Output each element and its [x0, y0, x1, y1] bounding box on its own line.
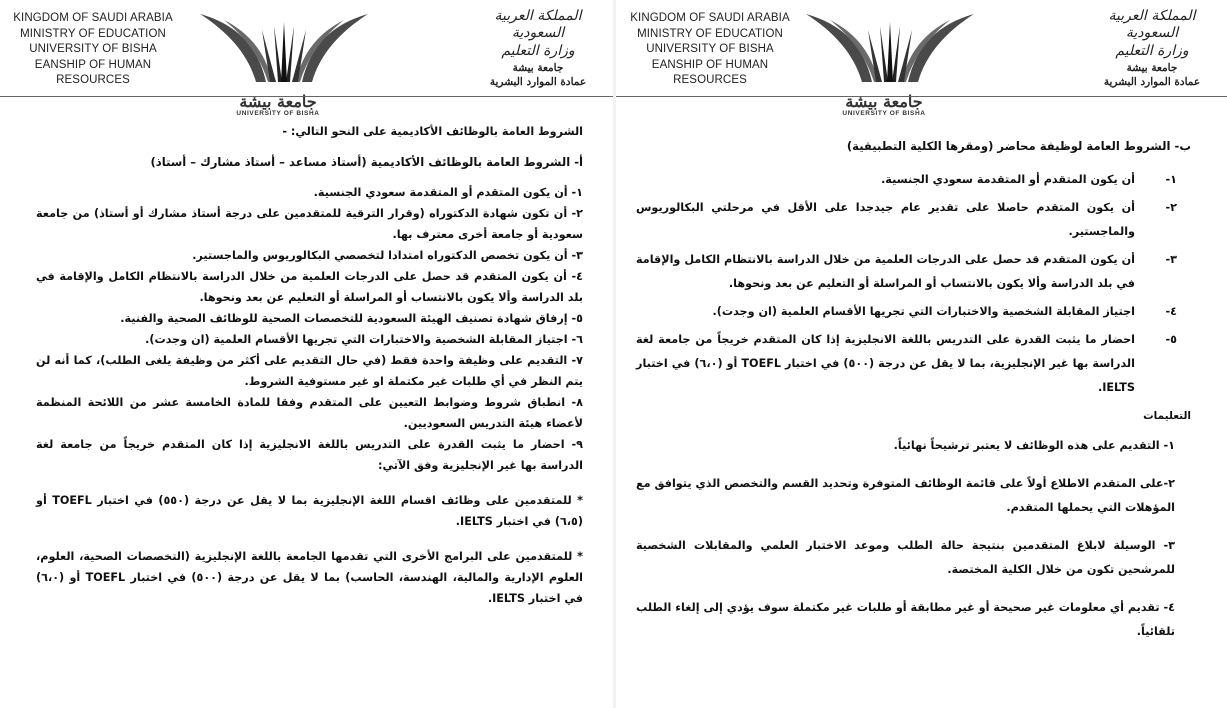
university-logo: [196, 6, 372, 117]
arabic-header-line: المملكة العربية السعودية: [494, 8, 582, 41]
university-logo: [802, 6, 978, 117]
condition-item: ٣- أن يكون تخصص الدكتوراه امتدادا لتخصصي البكالوريوس والماجستير.: [192, 249, 583, 262]
arabic-header-line: وزارة التعليم: [1115, 43, 1189, 59]
lead-paragraph: الشروط العامة بالوظائف الأكاديمية على النحو التالي: -: [282, 125, 583, 138]
left-page: [0, 0, 613, 708]
instruction-item: ٣- الوسيلة لابلاغ المتقدمين بنتيجة حالة الطلب وموعد الاختبار العلمي والمقابلات الشخصية للمرشحين تكون من خلال الكلية المختصة.: [636, 539, 1175, 576]
section-title: أ- الشروط العامة بالوظائف الأكاديمية (أستاذ مساعد – أستاذ مشارك – أستاذ): [150, 155, 583, 169]
list-item: [636, 196, 1191, 244]
english-header: [8, 11, 178, 89]
arabic-header-line: عمادة الموارد البشرية: [1103, 76, 1201, 88]
logo-arabic-name: جامعة بيشة: [845, 92, 923, 111]
item-number: ٢-: [1165, 201, 1177, 214]
condition-item: ٤- أن يكون المتقدم قد حصل على الدرجات العلمية من خلال الدراسة بالانتظام الكامل والإقامة في بلد الدراسة وألا يكون بالانتساب أو المراسلة أو التعليم عن بعد ونحوها.: [36, 270, 583, 304]
logo-arabic-name: جامعة بيشة: [239, 92, 317, 111]
condition-item: ٥- إرفاق شهادة تصنيف الهيئة السعودية للتخصصات الصحية للوظائف الصحية والفنية.: [120, 312, 583, 325]
language-note: * للمتقدمين على وظائف اقسام اللغة الإنجليزية بما لا يقل عن درجة (٥٥٠) في اختبار TOEFL أو (٦،٥) في اختبار IELTS.: [36, 494, 583, 528]
logo-english-name: UNIVERSITY OF BISHA: [842, 110, 926, 117]
logo-emblem-icon: [196, 6, 372, 94]
arabic-header-line: جامعة بيشة: [1126, 62, 1178, 74]
item-text: أن يكون المتقدم أو المتقدمة سعودي الجنسية.: [881, 173, 1135, 186]
condition-item: ١- أن يكون المتقدم أو المتقدمة سعودي الجنسية.: [313, 186, 583, 199]
item-number: ١-: [1165, 173, 1177, 186]
english-header-line: UNIVERSITY OF BISHA: [29, 43, 157, 55]
english-header-line: MINISTRY OF EDUCATION: [20, 27, 166, 40]
english-header-line: KINGDOM OF SAUDI ARABIA: [630, 12, 790, 24]
instruction-item: ١- التقديم على هذه الوظائف لا يعتبر ترشيحاً نهائياً.: [893, 439, 1175, 452]
right-page: [616, 0, 1227, 708]
arabic-header-line: جامعة بيشة: [512, 62, 564, 74]
condition-item: ٧- التقديم على وظيفة واحدة فقط (في حال التقديم على أكثر من وظيفة يلغى الطلب)، كما أنه لن يتم النظر في أي طلبات غير مكتملة او غير مستوفية الشروط.: [36, 354, 583, 388]
list-item: [636, 328, 1191, 400]
item-text: أن يكون المتقدم قد حصل على الدرجات العلمية من خلال الدراسة بالانتظام الكامل والإقامة في بلد الدراسة وألا يكون بالانتساب أو المراسلة أو التعليم عن بعد ونحوها.: [636, 253, 1135, 290]
left-page-body: [36, 121, 583, 609]
item-text: احضار ما يثبت القدرة على التدريس باللغة الانجليزية إذا كان المتقدم خريجاً من جامعة لغة الدراسة بها غير الإنجليزية، بما لا يقل عن درجة (٥٠٠) في اختبار TOEFL أو (٦،٠) في اختبار IELTS.: [636, 333, 1135, 394]
arabic-header-line: وزارة التعليم: [501, 43, 575, 59]
item-number: ٤-: [1165, 305, 1177, 318]
right-page-body: [636, 134, 1191, 658]
arabic-header-line: عمادة الموارد البشرية: [489, 76, 587, 88]
condition-item: ٢- أن تكون شهادة الدكتوراه (وقرار الترقية للمتقدمين على درجة أستاذ مشارك أو أستاذ) من جامعة سعودية أو جامعة أخرى معترف بها.: [36, 207, 583, 241]
instruction-item: ٤- تقديم أي معلومات غير صحيحة أو غير مطابقة أو طلبات غير مكتملة سوف يؤدي إلى إلغاء الطلب تلقائياً.: [636, 601, 1175, 638]
arabic-header: [1087, 8, 1217, 89]
lecturer-conditions-list: [636, 168, 1191, 400]
english-header-line: MINISTRY OF EDUCATION: [637, 27, 783, 40]
logo-english-name: UNIVERSITY OF BISHA: [236, 110, 320, 117]
english-header-line: KINGDOM OF SAUDI ARABIA: [13, 12, 173, 24]
item-text: أن يكون المتقدم حاصلا على تقدير عام جيدجدا على الأقل في مرحلتي البكالوريوس والماجستير.: [636, 201, 1135, 238]
item-text: اجتياز المقابلة الشخصية والاختبارات التي تجريها الأقسام العلمية (ان وجدت).: [712, 305, 1135, 318]
condition-item: ٩- احضار ما يثبت القدرة على التدريس باللغة الانجليزية إذا كان المتقدم خريجاً من جامعة لغة الدراسة بها غير الإنجليزية وفق الآتي:: [36, 438, 583, 472]
list-item: [636, 248, 1191, 296]
instruction-item: ٢-على المتقدم الاطلاع أولاً على قائمة الوظائف المتوفرة وتحديد القسم والتخصص الذي يتوافق مع المؤهلات التي يحملها المتقدم.: [636, 477, 1175, 514]
item-number: ٥-: [1165, 333, 1177, 346]
list-item: [636, 168, 1191, 192]
language-note: * للمتقدمين على البرامج الأخرى التي تقدمها الجامعة باللغة الإنجليزية (التخصصات الصحية، العلوم، العلوم الإدارية والمالية، الهندسة، الحاسب) بما لا يقل عن درجة (٥٠٠) في اختبار TOEFL أو (٦،٠) في اختبار IELTS.: [36, 550, 583, 605]
instructions-title: التعليمات: [1143, 410, 1191, 422]
header-divider: [0, 96, 613, 97]
letterhead: [616, 0, 1227, 118]
header-divider: [616, 96, 1227, 97]
arabic-header-line: المملكة العربية السعودية: [1108, 8, 1196, 41]
section-title: ب- الشروط العامة لوظيفة محاضر (ومقرها الكلية التطبيقية): [846, 139, 1191, 153]
arabic-header: [473, 8, 603, 89]
english-header-line: EANSHIP OF HUMAN RESOURCES: [34, 58, 152, 86]
english-header-line: EANSHIP OF HUMAN RESOURCES: [651, 58, 769, 86]
english-header: [624, 11, 796, 89]
logo-emblem-icon: [802, 6, 978, 94]
condition-item: ٦- اجتياز المقابلة الشخصية والاختبارات التي تجريها الأقسام العلمية (ان وجدت).: [145, 333, 583, 346]
english-header-line: UNIVERSITY OF BISHA: [646, 43, 774, 55]
item-number: ٣-: [1165, 253, 1177, 266]
letterhead: [0, 0, 613, 118]
list-item: [636, 300, 1191, 324]
condition-item: ٨- انطباق شروط وضوابط التعيين على المتقدم وفقا للمادة الخامسة عشر من اللائحة المنظمة لأعضاء هيئة التدريس السعوديين.: [36, 396, 583, 430]
